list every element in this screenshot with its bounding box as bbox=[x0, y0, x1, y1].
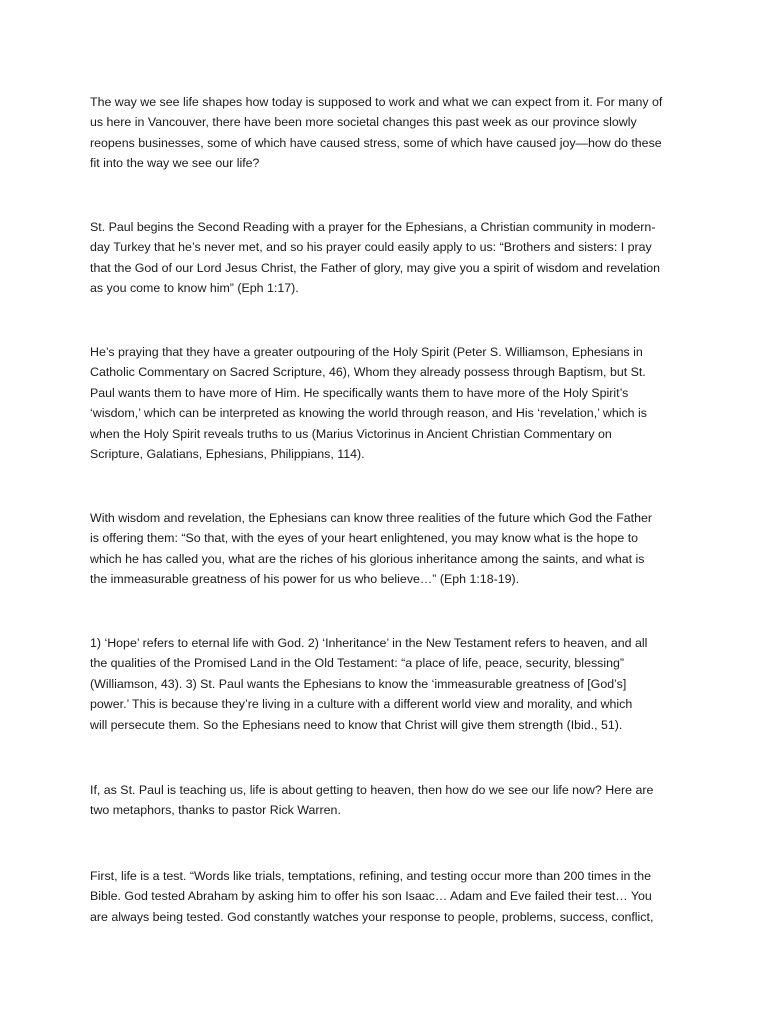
paragraph-hope-inheritance: 1) ‘Hope’ refers to eternal life with God. 2) ‘Inheritance’ in the New Testament refers to heaven, and all the qualities of the Promised Land in the Old Testament: “a place of life, peace, security, blessing” (Williamson, 43). 3) St. Paul wants the Ephesians to know the ‘immeasurable greatness of [God’s] power.’ This is because they’re living in a culture with a different world view and morality, and which will persecute them. So the Ephesians need to know that Christ will give them strength (Ibid., 51). bbox=[90, 636, 648, 732]
paragraph-second-reading: St. Paul begins the Second Reading with a prayer for the Ephesians, a Christian community in modern- day Turkey that he’s never met, and so his prayer could easily apply to us: “Brothers and sisters: I pray that the God of our Lord Jesus Christ, the Father of glory, may give you a spirit of wisdom and revelation as you come to know him” (Eph 1:17). bbox=[90, 220, 661, 296]
paragraph-holy-spirit: He’s praying that they have a greater outpouring of the Holy Spirit (Peter S. Williamson, Ephesians in Catholic Commentary on Sacred Scripture, 46), Whom they already possess through Baptism, but St. Paul wants them to have more of Him. He specifically wants them to have more of the Holy Spirit’s ‘wisdom,’ which can be interpreted as knowing the world through reason, and His ‘revelation,’ which is when the Holy Spirit reveals truths to us (Marius Victorinus in Ancient Christian Commentary on Scripture, Galatians, Ephesians, Philippians, 114). bbox=[90, 345, 647, 462]
paragraph-metaphors: If, as St. Paul is teaching us, life is about getting to heaven, then how do we see our life now? Here are two metaphors, thanks to pastor Rick Warren. bbox=[90, 783, 654, 818]
paragraph-intro: The way we see life shapes how today is supposed to work and what we can expect from it. For many of us here in Vancouver, there have been more societal changes this past week as our province slowly reopens businesses, some of which have caused stress, some of which have caused joy—how do these fit into the way we see our life? bbox=[90, 95, 663, 171]
paragraph-three-realities: With wisdom and revelation, the Ephesians can know three realities of the future which God the Father is offering them: “So that, with the eyes of your heart enlightened, you may know what is the hope to which he has called you, what are the riches of his glorious inheritance among the saints, and what is the immeasurable greatness of his power for us who believe…” (Eph 1:18-19). bbox=[90, 511, 653, 587]
paragraph-life-is-a-test: First, life is a test. “Words like trials, temptations, refining, and testing occur more than 200 times in the Bible. God tested Abraham by asking him to offer his son Isaac… Adam and Eve failed their test… You are always being tested. God constantly watches your response to people, problems, success, conflict, bbox=[90, 869, 654, 924]
